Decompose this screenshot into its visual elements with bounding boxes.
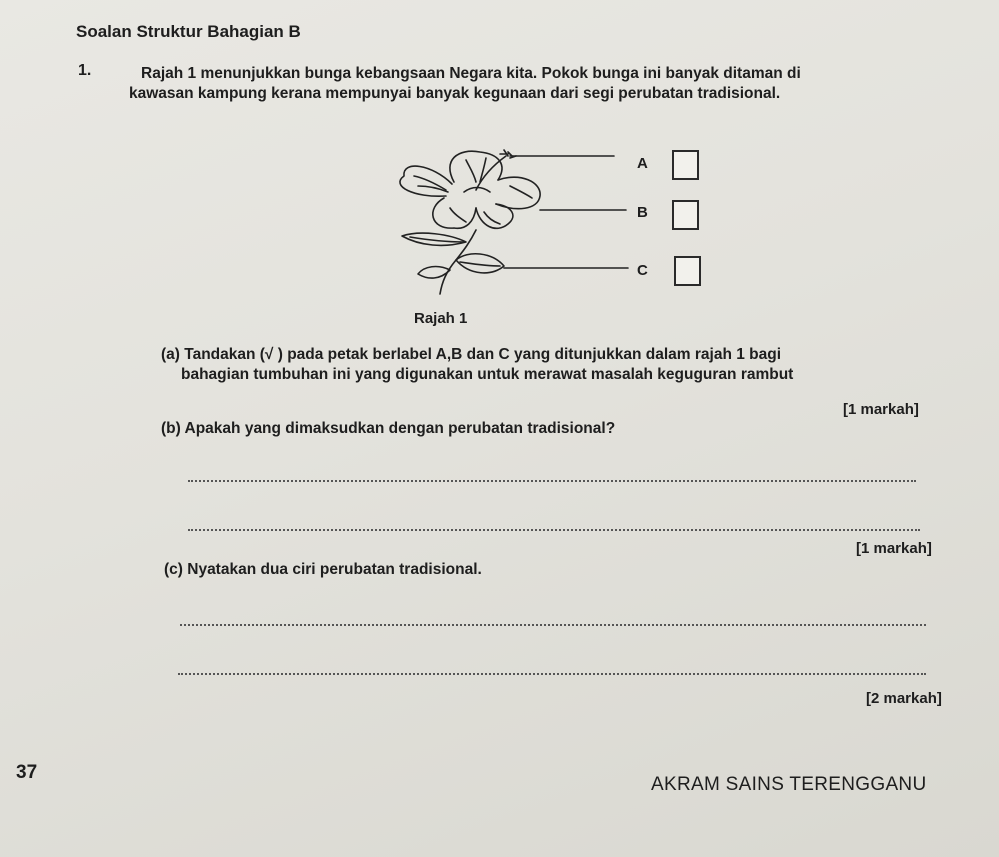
part-c-question: (c) Nyatakan dua ciri perubatan tradisional.: [164, 561, 482, 578]
part-a-line-1: (a) Tandakan (√ ) pada petak berlabel A,B dan C yang ditunjukkan dalam rajah 1 bagi: [161, 346, 782, 363]
hibiscus-flower-icon: [380, 142, 710, 302]
part-a-line-2: bahagian tumbuhan ini yang digunakan untuk merawat masalah keguguran rambut: [181, 366, 794, 384]
question-line-2: kawasan kampung kerana mempunyai banyak kegunaan dari segi perubatan tradisional.: [129, 85, 781, 103]
part-a-marks: [1 markah]: [843, 401, 919, 418]
section-title: Soalan Struktur Bahagian B: [76, 22, 301, 41]
label-b: B: [637, 204, 648, 221]
footer-publisher: AKRAM SAINS TERENGGANU: [651, 774, 927, 795]
part-a-question: [161, 345, 793, 385]
diagram-caption: Rajah 1: [414, 310, 468, 327]
part-c-marks: [2 markah]: [866, 690, 942, 707]
answer-line-b-2[interactable]: [188, 529, 920, 531]
label-c: C: [637, 262, 648, 279]
part-b-question: (b) Apakah yang dimaksudkan dengan perubatan tradisional?: [161, 420, 616, 437]
answer-line-c-1[interactable]: [180, 624, 926, 626]
checkbox-c[interactable]: [674, 256, 701, 286]
question-number: 1.: [78, 62, 92, 79]
checkbox-a[interactable]: [672, 150, 699, 180]
page-number: 37: [16, 762, 38, 783]
answer-line-c-2[interactable]: [178, 673, 926, 675]
question-stem: [129, 64, 801, 104]
checkbox-b[interactable]: [672, 200, 699, 230]
answer-line-b-1[interactable]: [188, 480, 916, 482]
hibiscus-diagram: [380, 142, 710, 302]
part-b-marks: [1 markah]: [856, 540, 932, 557]
label-a: A: [637, 155, 648, 172]
question-line-1: Rajah 1 menunjukkan bunga kebangsaan Negara kita. Pokok bunga ini banyak ditaman di: [141, 65, 801, 82]
